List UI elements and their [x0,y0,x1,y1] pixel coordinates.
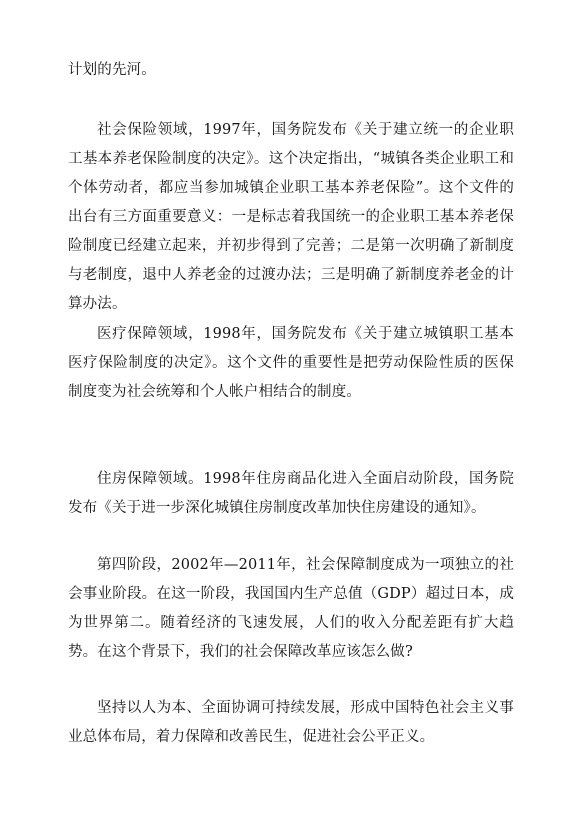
paragraph-people-oriented: 坚持以人为本、全面协调可持续发展，形成中国特色社会主义事业总体布局，着力保障和改善民生，促进社会公平正义。 [68,700,514,745]
paragraph-fourth-stage: 第四阶段，2002年—2011年，社会保障制度成为一项独立的社会事业阶段。在这一阶段，我国国内生产总值（GDP）超过日本，成为世界第二。随着经济的飞速发展，人们的收入分配差距有扩大趋势。在这个背景下，我们的社会保障改革应该怎么做? [68,557,514,660]
paragraph-social-insurance: 社会保险领域，1997年，国务院发布《关于建立统一的企业职工基本养老保险制度的决定》。这个决定指出，“城镇各类企业职工和个体劳动者，都应当参加城镇企业职工基本养老保险”。这个文件的出台有三方面重要意义：一是标志着我国统一的企业职工基本养老保险制度已经建立起来，并初步得到了完善；二是第一次明确了新制度与老制度，退中人养老金的过渡办法；三是明确了新制度养老金的计算办法。 [68,122,514,312]
paragraph-housing-security: 住房保障领域。1998年住房商品化进入全面启动阶段，国务院发布《关于进一步深化城镇住房制度改革加快住房建设的通知》。 [68,471,514,516]
paragraph-medical-security: 医疗保障领域，1998年，国务院发布《关于建立城镇职工基本医疗保险制度的决定》。这个文件的重要性是把劳动保险性质的医保制度变为社会统筹和个人帐户相结合的制度。 [68,326,514,400]
paragraph-continuation: 计划的先河。 [68,62,156,78]
